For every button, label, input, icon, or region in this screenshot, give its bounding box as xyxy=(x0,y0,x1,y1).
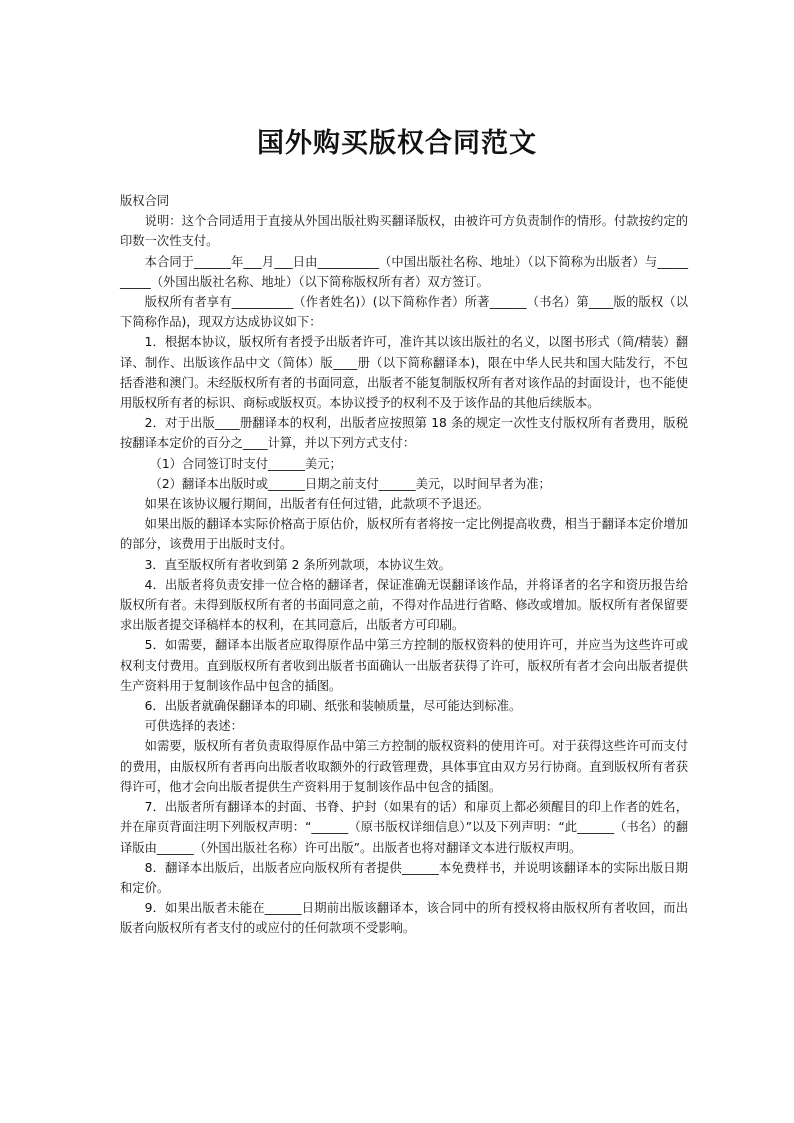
clause-5: 5．如需要，翻译本出版者应取得原作品中第三方控制的版权资料的使用许可，并应当为这些许可或权利支付费用。直到版权所有者收到出版者书面确认一出版者获得了许可，版权所有者才会向出版者提供生产资料用于复制该作品中包含的插图。 xyxy=(120,638,688,693)
clause-2-item-2: （2）翻译本出版时或______日期之前支付______美元，以时间早者为准； xyxy=(149,476,551,491)
clause-2: 2．对于出版____册翻译本的权利，出版者应按照第 18 条的规定一次性支付版权所有者费用，版税按翻译本定价的百分之____计算，并以下列方式支付： xyxy=(120,416,688,451)
clause-7: 7．出版者所有翻译本的封面、书脊、护封（如果有的话）和扉页上都必须醒目的印上作者的姓名，并在扉页背面注明下列版权声明：“______（原书版权详细信息）”以及下列声明：“此______（书名）的翻译版由______（外国出版社名称）许可出版”。出版者也将对翻译文本进行版权声明。 xyxy=(120,800,688,855)
clause-1: 1．根据本协议，版权所有者授予出版者许可，准许其以该出版社的名义，以图书形式（简/精装）翻译、制作、出版该作品中文（简体）版____册（以下简称翻译本)，限在中华人民共和国大陆发行，不包括香港和澳门。未经版权所有者的书面同意，出版者不能复制版权所有者对该作品的封面设计，也不能使用版权所有者的标识、商标或版权页。本协议授予的权利不及于该作品的其他后续版本。 xyxy=(120,335,688,411)
clause-3: 3．直至版权所有者收到第 2 条所列款项，本协议生效。 xyxy=(144,557,451,572)
document-body xyxy=(120,191,688,939)
clause-4: 4．出版者将负责安排一位合格的翻译者，保证准确无误翻译该作品，并将译者的名字和资历报告给版权所有者。未得到版权所有者的书面同意之前，不得对作品进行省略、修改或增加。版权所有者保留要求出版者提交译稿样本的权利，在其同意后，出版者方可印刷。 xyxy=(120,577,688,633)
section-heading: 版权合同 xyxy=(120,194,170,208)
alternative-text: 如需要，版权所有者负责取得原作品中第三方控制的版权资料的使用许可。对于获得这些许可而支付的费用，由版权所有者再向出版者收取额外的行政管理费，具体事宜由双方另行协商。直到版权所有者获得许可，他才会向出版者提供生产资料用于复制该作品中包含的插图。 xyxy=(120,739,688,794)
clause-8: 8．翻译本出版后，出版者应向版权所有者提供______本免费样书，并说明该翻译本的实际出版日期和定价。 xyxy=(120,860,688,895)
clause-2-note-2: 如果出版的翻译本实际价格高于原估价，版权所有者将按一定比例提高收费，相当于翻译本定价增加的部分，该费用于出版时支付。 xyxy=(120,517,688,552)
clause-2-note-1: 如果在该协议履行期间，出版者有任何过错，此款项不予退还。 xyxy=(144,497,489,512)
paragraph-copyright-owner: 版权所有者享有__________（作者姓名)）(以下简称作者）所著______（书名）第____版的版权（以下简称作品)，现双方达成协议如下： xyxy=(120,295,688,330)
clause-9: 9．如果出版者未能在______日期前出版该翻译本，该合同中的所有授权将由版权所有者收回，而出版者向版权所有者支付的或应付的任何款项不受影响。 xyxy=(120,901,688,936)
paragraph-parties: 本合同于______年___月___日由__________（中国出版社名称、地址）（以下简称为出版者）与__________（外国出版社名称、地址）（以下简称版权所有者）双方签订。 xyxy=(120,254,688,289)
alternative-heading: 可供选择的表述： xyxy=(144,719,243,734)
clause-2-item-1: （1）合同签订时支付______美元； xyxy=(149,456,342,471)
clause-6: 6．出版者就确保翻译本的印刷、纸张和装帧质量，尽可能达到标准。 xyxy=(144,699,522,714)
paragraph-note: 说明：这个合同适用于直接从外国出版社购买翻译版权，由被许可方负责制作的情形。付款按约定的印数一次性支付。 xyxy=(120,214,688,249)
document-title: 国外购买版权合同范文 xyxy=(257,128,537,159)
